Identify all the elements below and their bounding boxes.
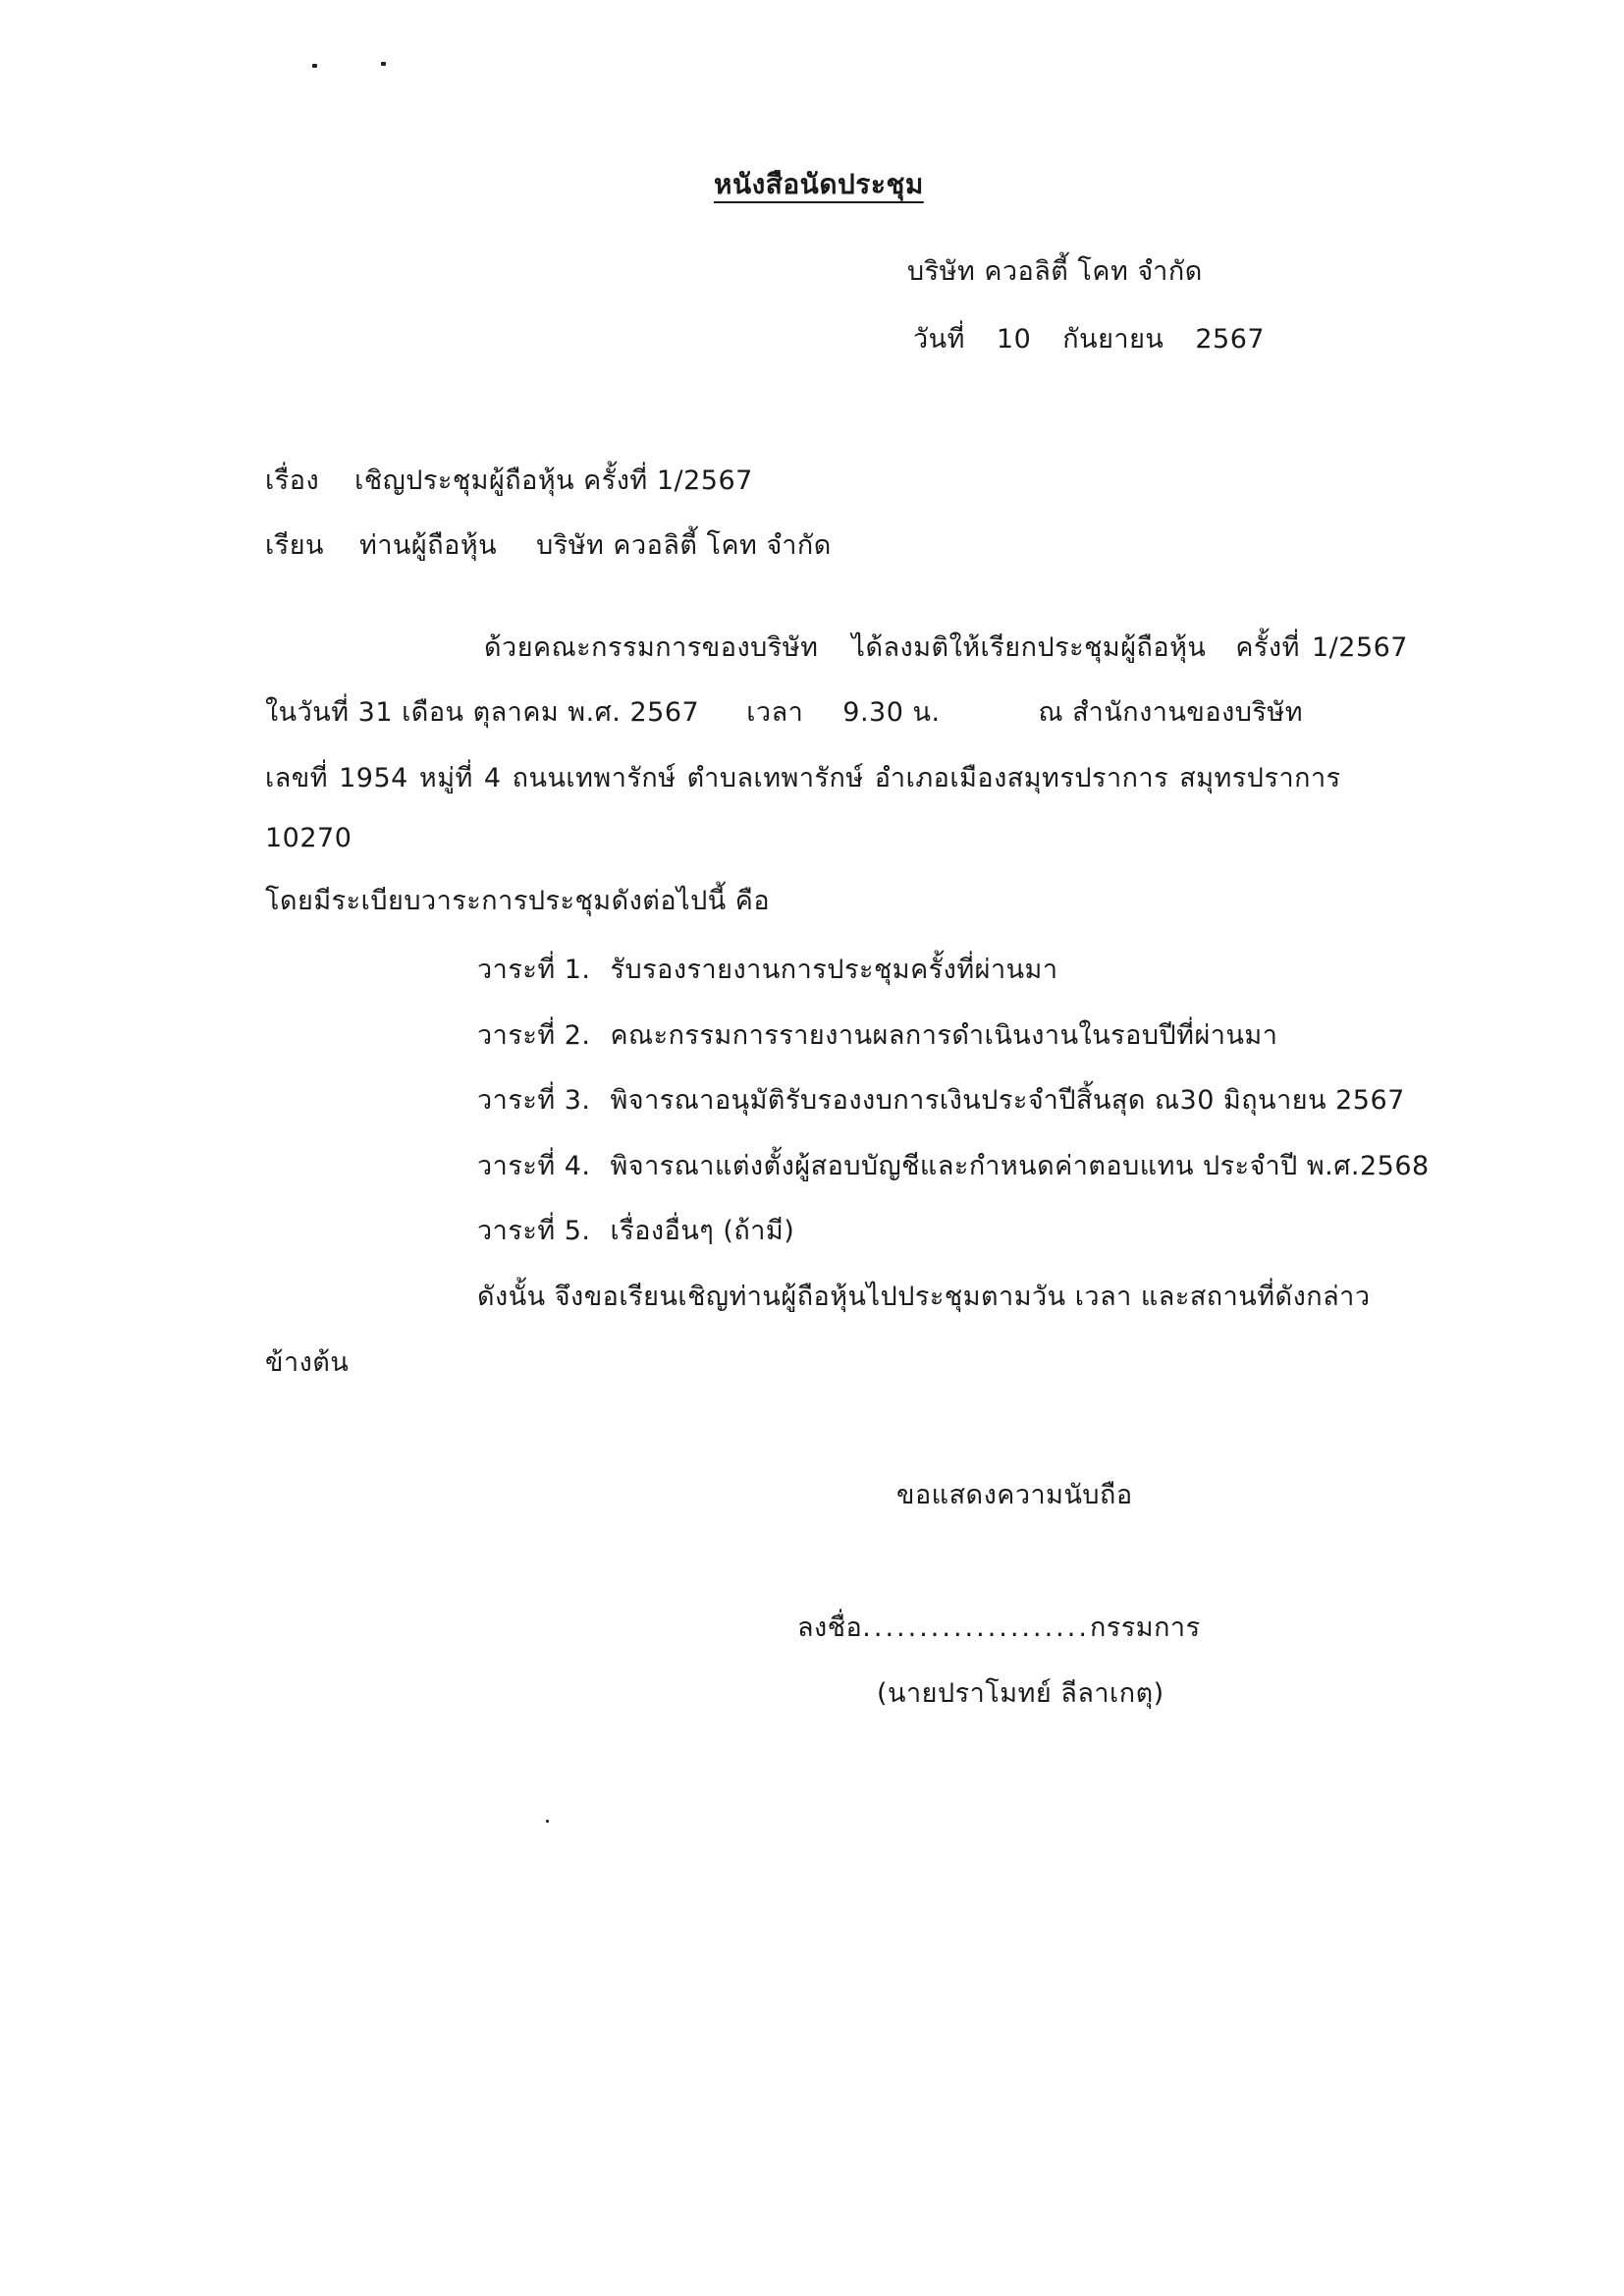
- document-title: หนังสือนัดประชุม: [714, 168, 924, 200]
- body-text: ด้วยคณะกรรมการของบริษัท: [484, 632, 819, 663]
- agenda-text: คณะกรรมการรายงานผลการดำเนินงานในรอบปีที่ผ่านมา: [610, 1020, 1278, 1051]
- agenda-label: วาระที่ 1.: [477, 955, 591, 985]
- subject-text: เชิญประชุมผู้ถือหุ้น ครั้งที่ 1/2567: [354, 465, 753, 496]
- letter-date: [913, 322, 1265, 357]
- date-year: 2567: [1195, 324, 1266, 355]
- agenda-label: วาระที่ 2.: [477, 1020, 591, 1051]
- meeting-place: ณ สำนักงานของบริษัท: [1038, 697, 1304, 728]
- closing-line-1: ดังนั้น จึงขอเรียนเชิญท่านผู้ถือหุ้นไปประชุมตามวัน เวลา และสถานที่ดังกล่าว: [477, 1282, 1371, 1312]
- body-line-1: [484, 630, 1408, 666]
- signature-line: [797, 1611, 1201, 1646]
- agenda-text: พิจารณาอนุมัติรับรองงบการเงินประจำปีสิ้นสุด ณ30 มิถุนายน 2567: [610, 1085, 1405, 1116]
- body-line-2: [265, 695, 1303, 731]
- signature-title: กรรมการ: [1089, 1613, 1201, 1643]
- agenda-item: [477, 1214, 794, 1249]
- meeting-time: 9.30 น.: [842, 697, 941, 728]
- regards: ขอแสดงความนับถือ: [896, 1480, 1133, 1510]
- closing-line-2: ข้างต้น: [265, 1347, 350, 1378]
- body-text: ครั้งที่ 1/2567: [1235, 632, 1408, 663]
- agenda-label: วาระที่ 3.: [477, 1085, 591, 1116]
- scan-mark: [381, 62, 386, 66]
- scan-mark: [546, 1820, 549, 1823]
- agenda-intro: โดยมีระเบียบวาระการประชุมดังต่อไปนี้ คือ: [265, 886, 771, 916]
- signature-prefix: ลงชื่อ: [797, 1613, 863, 1643]
- scan-mark: [312, 64, 317, 68]
- subject-line: [265, 464, 753, 499]
- meeting-time-label: เวลา: [746, 697, 804, 728]
- body-line-4: 10270: [265, 823, 352, 853]
- agenda-text: รับรองรายงานการประชุมครั้งที่ผ่านมา: [610, 955, 1058, 985]
- agenda-label: วาระที่ 5.: [477, 1216, 591, 1246]
- meeting-date: ในวันที่ 31 เดือน ตุลาคม พ.ศ. 2567: [265, 697, 700, 728]
- agenda-item: [477, 1018, 1277, 1054]
- body-line-3: เลขที่ 1954 หมู่ที่ 4 ถนนเทพารักษ์ ตำบลเทพารักษ์ อำเภอเมืองสมุทรปราการ สมุทรปราการ: [265, 763, 1341, 793]
- agenda-item: [477, 1083, 1405, 1119]
- signature-dots: ....................: [862, 1613, 1090, 1643]
- date-month: กันยายน: [1062, 324, 1164, 355]
- agenda-label: วาระที่ 4.: [477, 1151, 591, 1181]
- recipient-line: [265, 528, 832, 564]
- signer-name: (นายปราโมทย์ ลีลาเกตุ): [877, 1678, 1164, 1709]
- agenda-text: เรื่องอื่นๆ (ถ้ามี): [610, 1216, 795, 1246]
- body-text: ได้ลงมติให้เรียกประชุมผู้ถือหุ้น: [851, 632, 1207, 663]
- recipient-text: ท่านผู้ถือหุ้น: [359, 530, 498, 561]
- recipient-company: บริษัท ควอลิตี้ โคท จำกัด: [536, 530, 832, 561]
- date-prefix: วันที่: [913, 324, 965, 355]
- agenda-item: [477, 953, 1058, 988]
- recipient-label: เรียน: [265, 530, 325, 561]
- date-day: 10: [996, 324, 1032, 355]
- company-header: บริษัท ควอลิตี้ โคท จำกัด: [907, 256, 1203, 287]
- agenda-text: พิจารณาแต่งตั้งผู้สอบบัญชีและกำหนดค่าตอบแทน ประจำปี พ.ศ.2568: [610, 1151, 1430, 1181]
- agenda-item: [477, 1149, 1430, 1184]
- subject-label: เรื่อง: [265, 465, 320, 496]
